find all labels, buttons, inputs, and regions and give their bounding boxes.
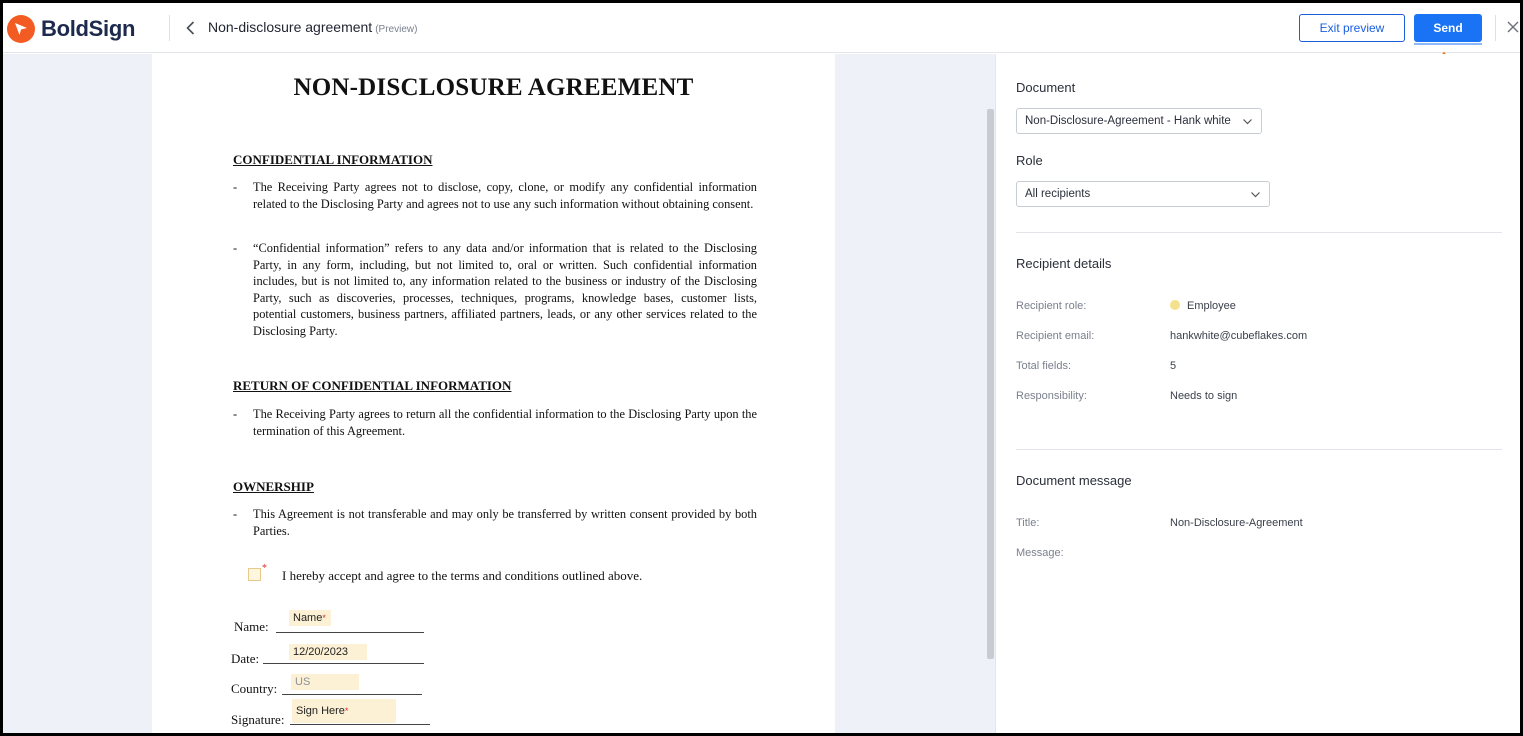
date-field[interactable]: 12/20/2023 [289, 644, 367, 660]
recipient-email-value: hankwhite@cubeflakes.com [1170, 330, 1308, 342]
chevron-down-icon [1242, 116, 1253, 127]
document-message-heading: Document message [1016, 473, 1132, 488]
name-field[interactable]: Name* [289, 610, 331, 626]
header-divider [1495, 15, 1496, 41]
role-color-dot [1170, 300, 1180, 310]
list-item: - This Agreement is not transferable and may only be transferred by written consent provided by both Parties. [233, 507, 757, 538]
document-title: Non-disclosure agreement [208, 19, 373, 35]
preview-sidebar [995, 54, 1520, 733]
total-fields-key: Total fields: [1016, 360, 1072, 372]
logo-mark-icon [7, 15, 35, 43]
country-field[interactable]: US [291, 674, 359, 690]
divider [1016, 232, 1502, 233]
message-key: Message: [1016, 547, 1064, 559]
list-item: - “Confidential information” refers to any data and/or information that is related to the Disclosing Party, in any form, including, but not limited to, oral or written. Such confidential information includes, but is not limited to, any information related to the business or industry of the Disclosing Party, such as discoveries, processes, techniques, programs, knowledge bases, customer lists, potential customers, business partners, affiliated partners, leads, or any other services related to the Disclosing Party. [233, 241, 757, 338]
document-viewer[interactable] [3, 54, 995, 733]
document-page [152, 54, 835, 733]
name-line [276, 632, 424, 633]
top-bar [3, 3, 1520, 53]
total-fields-value: 5 [1170, 360, 1177, 372]
required-mark: * [262, 563, 267, 574]
exit-preview-button[interactable]: Exit preview [1299, 14, 1405, 42]
close-icon[interactable] [1505, 19, 1520, 35]
chevron-down-icon [1250, 189, 1261, 200]
send-button[interactable]: Send [1414, 14, 1482, 42]
recipient-role-key: Recipient role: [1016, 300, 1087, 312]
name-label: Name: [234, 619, 269, 634]
document-heading: NON-DISCLOSURE AGREEMENT [293, 74, 694, 101]
list-item: - The Receiving Party agrees not to disclose, copy, clone, or modify any confidential information related to the Disclosing Party and agrees not to use any such information without obtaining consent. [233, 180, 757, 211]
role-select[interactable]: All recipients [1016, 181, 1270, 207]
logo-text: BoldSign [41, 16, 136, 41]
recipient-email-key: Recipient email: [1016, 330, 1095, 342]
accept-checkbox[interactable] [248, 568, 261, 581]
chevron-left-icon[interactable] [181, 18, 201, 38]
responsibility-key: Responsibility: [1016, 390, 1087, 402]
signature-line [290, 724, 430, 725]
boldsign-logo[interactable] [7, 15, 135, 43]
role-select-label: Role [1016, 153, 1043, 168]
page-title [208, 19, 417, 35]
document-select[interactable]: Non-Disclosure-Agreement - Hank white [1016, 108, 1262, 134]
document-select-label: Document [1016, 80, 1076, 95]
recipient-details-heading: Recipient details [1016, 256, 1112, 271]
send-focus-indicator [1414, 43, 1482, 45]
document-scrollbar[interactable] [987, 109, 994, 659]
section-heading: RETURN OF CONFIDENTIAL INFORMATION [233, 378, 512, 393]
app-window [3, 3, 1520, 733]
country-line [282, 694, 422, 695]
date-label: Date: [231, 651, 260, 666]
accept-terms-label: I hereby accept and agree to the terms and conditions outlined above. [282, 568, 643, 583]
recipient-role-value: Employee [1170, 300, 1236, 312]
signature-field[interactable]: Sign Here* [292, 699, 396, 723]
message-title-key: Title: [1016, 517, 1040, 529]
section-heading: OWNERSHIP [233, 479, 314, 494]
signature-label: Signature: [231, 712, 285, 727]
country-label: Country: [231, 681, 278, 696]
preview-tag: (Preview) [375, 24, 418, 35]
responsibility-value: Needs to sign [1170, 390, 1238, 402]
divider [1016, 449, 1502, 450]
header-divider [169, 15, 170, 41]
message-title-value: Non-Disclosure-Agreement [1170, 517, 1303, 529]
list-item: - The Receiving Party agrees to return all the confidential information to the Disclosing Party upon the termination of this Agreement. [233, 407, 757, 438]
section-heading: CONFIDENTIAL INFORMATION [233, 152, 433, 167]
date-line [263, 663, 424, 664]
